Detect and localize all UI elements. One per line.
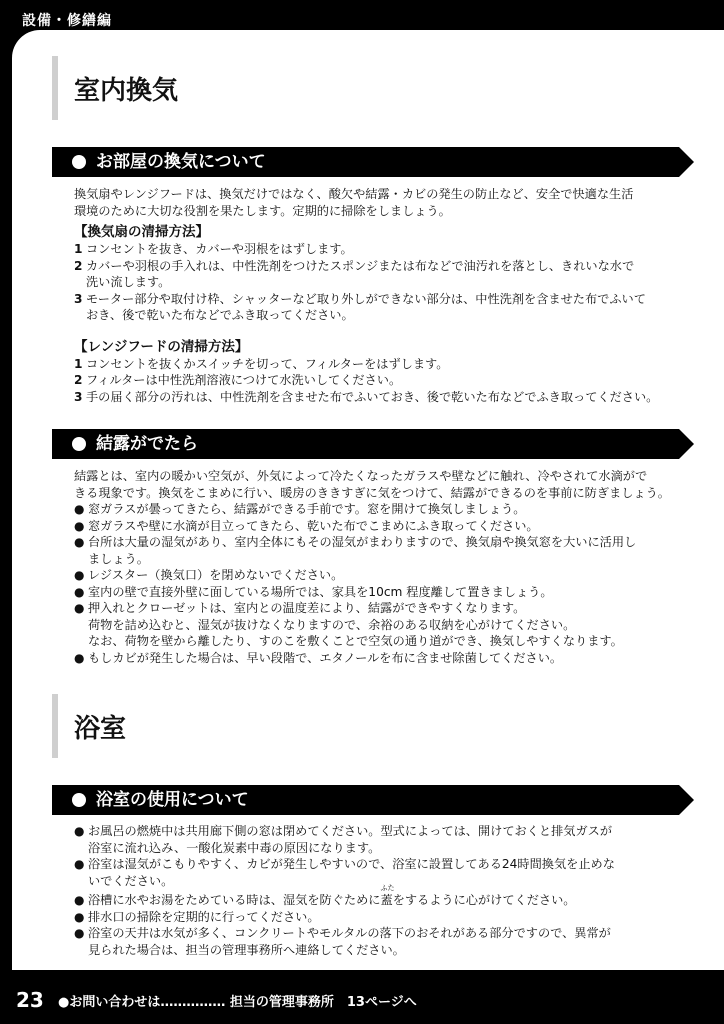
bullet-icon: ● bbox=[74, 584, 85, 599]
section-title-bathroom bbox=[52, 694, 126, 758]
list-item-text: なお、荷物を壁から離したり、すのこを敷くことで空気の通り道ができ、換気しやすくなります。 bbox=[88, 634, 623, 648]
bullet-icon bbox=[72, 155, 86, 169]
banner-condensation bbox=[52, 429, 694, 459]
fan-step bbox=[74, 241, 696, 258]
list-item-text bbox=[88, 884, 576, 909]
fan-cleaning-heading: 【換気扇の清掃方法】 bbox=[74, 224, 209, 240]
step-number: 2 bbox=[74, 258, 83, 273]
list-item-text: 荷物を詰め込むと、湿気が抜けなくなりますので、余裕のある収納を心がけてください。 bbox=[88, 617, 576, 632]
list-item bbox=[74, 518, 696, 535]
category-label: 設備・修繕編 bbox=[22, 13, 112, 29]
list-item bbox=[74, 856, 674, 889]
condensation-content bbox=[74, 468, 696, 666]
bullet-icon: ● bbox=[74, 568, 85, 582]
bullet-icon: ● bbox=[74, 502, 85, 516]
banner-label: 浴室の使用について bbox=[96, 790, 249, 810]
step-text: フィルターは中性洗剤溶液につけて水洗いしてください。 bbox=[86, 373, 402, 387]
intro-line: 結露とは、室内の暖かい空気が、外気によって冷たくなったガラスや壁などに触れ、冷やされて水滴がで bbox=[74, 469, 648, 483]
bullet-icon: ● bbox=[74, 518, 85, 533]
list-item bbox=[74, 501, 696, 518]
list-item-text: 室内の壁で直接外壁に面している場所では、家具を10cm 程度離して置きましょう。 bbox=[88, 584, 553, 599]
bullet-icon: ● bbox=[74, 909, 85, 924]
list-item bbox=[74, 884, 674, 909]
list-item bbox=[74, 650, 696, 667]
ruby-reading: ふた bbox=[380, 884, 395, 892]
banner-bathroom-use bbox=[52, 785, 694, 815]
bullet-icon bbox=[72, 437, 86, 451]
section-title-text: 浴室 bbox=[74, 713, 127, 744]
step-number: 1 bbox=[74, 356, 83, 371]
step-text: 洗い流します。 bbox=[86, 275, 171, 289]
page-number: 23 bbox=[16, 988, 44, 1012]
fan-step bbox=[74, 258, 696, 291]
step-number: 3 bbox=[74, 389, 83, 404]
list-item-text: 見られた場合は、担当の管理事務所へ連絡してください。 bbox=[88, 942, 405, 957]
hood-cleaning-heading: 【レンジフードの清掃方法】 bbox=[74, 338, 249, 355]
bullet-icon: ● bbox=[74, 926, 85, 940]
list-item-text: 浴室に流れ込み、一酸化炭素中毒の原因になります。 bbox=[88, 840, 381, 855]
list-item bbox=[74, 567, 696, 584]
banner-label: 結露がでたら bbox=[96, 434, 198, 454]
bathroom-content bbox=[74, 823, 674, 958]
ruby-base: 蓋 bbox=[380, 893, 393, 907]
step-number: 1 bbox=[74, 242, 83, 256]
banner-room-ventilation bbox=[52, 147, 694, 177]
intro-line: 環境のために大切な役割を果たします。定期的に掃除をしましょう。 bbox=[74, 203, 451, 218]
bullet-icon: ● bbox=[74, 650, 85, 665]
bullet-icon bbox=[72, 793, 86, 807]
step-text: 手の届く部分の汚れは、中性洗剤を含ませた布でふいておき、後で乾いた布などでふき取ってください。 bbox=[86, 389, 659, 404]
bullet-icon: ● bbox=[74, 601, 85, 615]
list-item bbox=[74, 823, 674, 856]
list-item-text: いでください。 bbox=[88, 873, 174, 888]
list-item-text: 押入れとクローゼットは、室内との温度差により、結露ができやすくなります。 bbox=[88, 601, 526, 615]
step-text: モーター部分や取付け枠、シャッターなど取り外しができない部分は、中性洗剤を含ませた布でふいて bbox=[86, 291, 646, 306]
list-item-text: 台所は大量の湿気があり、室内全体にもその湿気がまわりますので、換気扇や換気窓を大いに活用し bbox=[88, 535, 637, 549]
list-item bbox=[74, 600, 696, 650]
list-item-text: 浴室の天井は水気が多く、コンクリートやモルタルの落下のおそれがある部分ですので、異常が bbox=[88, 926, 611, 940]
bullet-icon: ● bbox=[74, 535, 85, 549]
step-text: コンセントを抜くかスイッチを切って、フィルターをはずします。 bbox=[86, 356, 449, 371]
hood-step bbox=[74, 389, 696, 406]
section-title-ventilation bbox=[52, 56, 178, 120]
list-item-text: もしカビが発生した場合は、早い段階で、エタノールを布に含ませ除菌してください。 bbox=[88, 650, 563, 665]
bullet-icon: ● bbox=[74, 824, 85, 838]
hood-step bbox=[74, 372, 696, 389]
bullet-icon: ● bbox=[74, 857, 85, 871]
step-number: 3 bbox=[74, 291, 83, 306]
step-text: コンセントを抜き、カバーや羽根をはずします。 bbox=[86, 242, 353, 256]
step-text: カバーや羽根の手入れは、中性洗剤をつけたスポンジまたは布などで油汚れを落とし、きれいな水で bbox=[86, 258, 635, 273]
intro-line: きる現象です。換気をこまめに行い、暖房のききすぎに気をつけて、結露ができるのを事前に防ぎましょう。 bbox=[74, 485, 670, 500]
text-segment: 浴槽に水やお湯をためている時は、湿気を防ぐために bbox=[88, 893, 381, 907]
list-item-text: 窓ガラスや壁に水滴が目立ってきたら、乾いた布でこまめにふき取ってください。 bbox=[88, 518, 539, 533]
contact-reference: ●お問い合わせは…………… 担当の管理事務所 13ページへ bbox=[58, 995, 417, 1010]
list-item-text: 排水口の掃除を定期的に行ってください。 bbox=[88, 909, 320, 924]
list-item-text: ましょう。 bbox=[88, 551, 149, 566]
bullet-icon: ● bbox=[74, 893, 85, 907]
text-segment: をするように心がけてください。 bbox=[392, 893, 576, 907]
list-item bbox=[74, 534, 696, 567]
ruby-word bbox=[380, 884, 395, 909]
list-item-text: 窓ガラスが曇ってきたら、結露ができる手前です。窓を開けて換気しましょう。 bbox=[88, 502, 526, 516]
list-item bbox=[74, 909, 674, 926]
list-item bbox=[74, 925, 674, 958]
list-item-text: レジスター（換気口）を閉めないでください。 bbox=[88, 568, 344, 582]
banner-label: お部屋の換気について bbox=[96, 152, 266, 172]
hood-step bbox=[74, 356, 696, 373]
ventilation-content bbox=[74, 186, 696, 405]
intro-line: 換気扇やレンジフードは、換気だけではなく、酸欠や結露・カビの発生の防止など、安全で快適な生活 bbox=[74, 187, 634, 201]
list-item-text: 浴室は湿気がこもりやすく、カビが発生しやすいので、浴室に設置してある24時間換気を止めな bbox=[88, 857, 615, 871]
step-number: 2 bbox=[74, 373, 83, 387]
list-item-text: お風呂の燃焼中は共用廊下側の窓は閉めてください。型式によっては、開けておくと排気ガスが bbox=[88, 824, 613, 838]
fan-step bbox=[74, 291, 696, 324]
section-title-text: 室内換気 bbox=[74, 75, 179, 106]
list-item bbox=[74, 584, 696, 601]
step-text: おき、後で乾いた布などでふき取ってください。 bbox=[86, 308, 354, 322]
